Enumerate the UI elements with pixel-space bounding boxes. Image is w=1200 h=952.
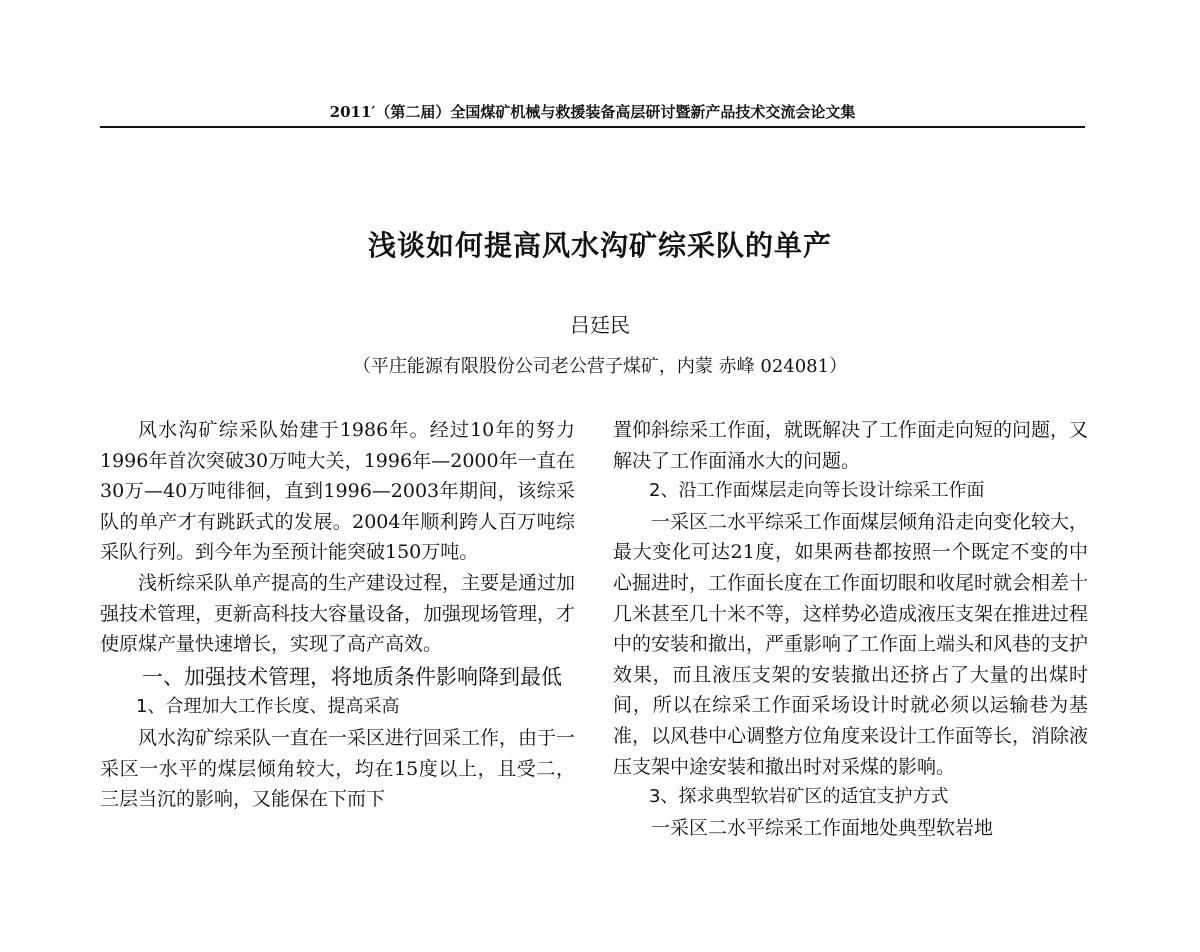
right-column	[613, 415, 1088, 843]
body-paragraph: 一采区二水平综采工作面煤层倾角沿走向变化较大，最大变化可达21度，如果两巷都按照一个既定不变的中心掘进时，工作面长度在工作面切眼和收尾时就会相差十几米甚至几十米不等，这样势必造成液压支架在推进过程中的安装和撤出，严重影响了工作面上端头和风巷的支护效果，而且液压支架的安装撤出还挤占了大量的出煤时间，所以在综采工作面采场设计时就必须以运输巷为基准，以风巷中心调整方位角度来设计工作面等长，消除液压支架中途安装和撤出时对采煤的影响。	[613, 510, 1089, 778]
author-affiliation: （平庄能源有限股份公司老公营子煤矿，内蒙 赤峰 024081）	[352, 356, 848, 377]
author-name: 吕廷民	[570, 313, 630, 337]
header-rule	[100, 126, 1085, 128]
running-header: 2011′（第二届）全国煤矿机械与救援装备高层研讨暨新产品技术交流会论文集	[329, 103, 856, 121]
body-paragraph: 风水沟矿综采队始建于1986年。经过10年的努力1996年首次突破30万吨大关，1996年—2000年一直在30万—40万吨徘徊，直到1996—2003年期间，该综采队的单产才有跳跃式的发展。2004年顺利跨人百万吨综采队行列。到今年为至预计能突破150万吨。	[100, 419, 575, 564]
body-paragraph: 浅析综采队单产提高的生产建设过程，主要是通过加强技术管理，更新高科技大容量设备，加强现场管理，才使原煤产量快速增长，实现了高产高效。	[100, 571, 576, 656]
body-paragraph: 置仰斜综采工作面，就既解决了工作面走向短的问题，又解决了工作面涌水大的问题。	[613, 419, 1089, 472]
body-paragraph: 风水沟矿综采队一直在一采区进行回采工作，由于一采区一水平的煤层倾角较大，均在15度以上，且受二，三层当沉的影响，又能保在下而下	[100, 726, 576, 811]
subsection-heading: 1、合理加大工作长度、提高采高	[136, 696, 400, 718]
left-column	[100, 415, 575, 815]
body-paragraph: 一采区二水平综采工作面地处典型软岩地	[651, 816, 994, 839]
section-heading: 一、加强技术管理，将地质条件影响降到最低	[142, 664, 562, 689]
subsection-heading: 3、探求典型软岩矿区的适宜支护方式	[649, 786, 949, 808]
subsection-heading: 2、沿工作面煤层走向等长设计综采工作面	[649, 480, 985, 502]
paper-title: 浅谈如何提高风水沟矿综采队的单产	[367, 229, 832, 262]
